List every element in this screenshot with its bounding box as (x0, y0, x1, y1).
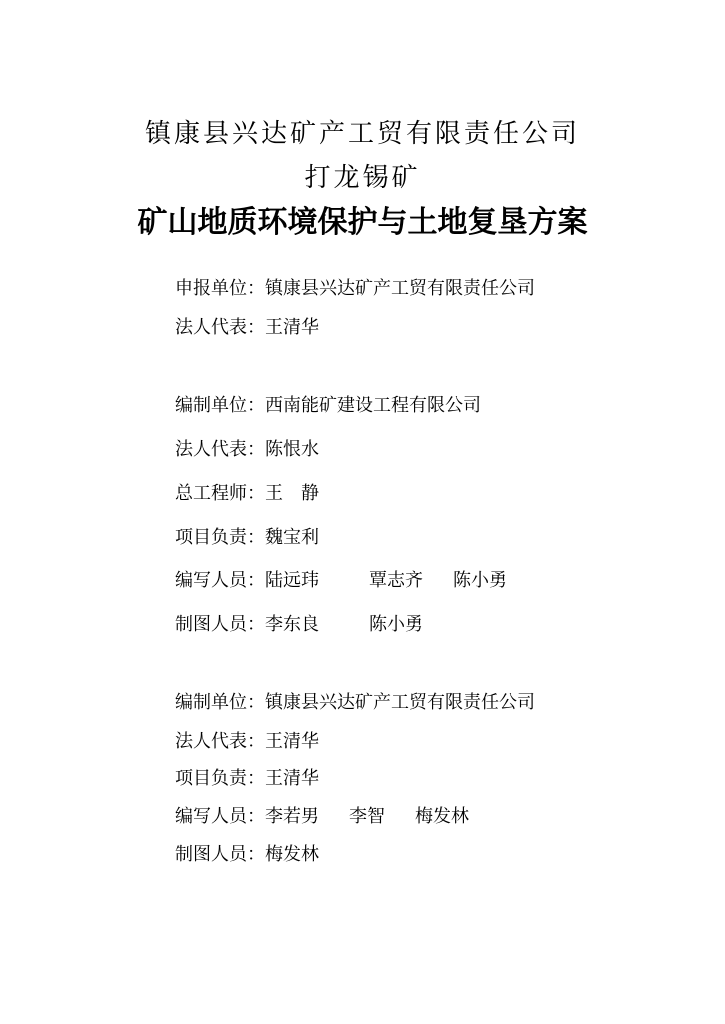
compiler2-lead-row (175, 766, 319, 792)
compiler1-rep-row (175, 437, 319, 463)
compiler1-unit-row (175, 393, 481, 419)
compiler2-unit-label: 编制单位： (175, 692, 265, 713)
compiler2-drafters-label: 制图人员： (175, 844, 265, 865)
compiler1-engineer-value-a: 王 (265, 483, 283, 504)
compiler1-writers-label: 编写人员： (175, 570, 265, 591)
applicant-rep-label: 法人代表： (175, 317, 265, 338)
compiler1-drafters-row (175, 612, 423, 638)
compiler2-writers-row (175, 804, 469, 830)
applicant-unit-value: 镇康县兴达矿产工贸有限责任公司 (265, 278, 535, 299)
applicant-unit-row (175, 276, 535, 302)
compiler1-unit-value: 西南能矿建设工程有限公司 (265, 395, 481, 416)
compiler1-lead-value: 魏宝利 (265, 527, 319, 548)
compiler2-writers-label: 编写人员： (175, 806, 265, 827)
company-title: 镇康县兴达矿产工贸有限责任公司 (144, 119, 580, 149)
compiler1-lead-label: 项目负责： (175, 527, 265, 548)
compiler1-writer-1: 陆远玮 (265, 570, 319, 591)
compiler1-writer-3: 陈小勇 (453, 570, 507, 591)
compiler2-rep-row (175, 729, 319, 755)
applicant-rep-row (175, 315, 319, 341)
compiler2-writer-1: 李若男 (265, 806, 319, 827)
mine-name: 打龙锡矿 (304, 163, 421, 193)
compiler1-engineer-value-b: 静 (301, 483, 319, 504)
compiler1-rep-value: 陈恨水 (265, 439, 319, 460)
compiler1-unit-label: 编制单位： (175, 395, 265, 416)
compiler1-rep-label: 法人代表： (175, 439, 265, 460)
applicant-rep-value: 王清华 (265, 317, 319, 338)
compiler1-engineer-row (175, 481, 319, 507)
compiler2-rep-label: 法人代表： (175, 731, 265, 752)
compiler1-writer-2: 覃志齐 (369, 570, 423, 591)
compiler2-rep-value: 王清华 (265, 731, 319, 752)
compiler1-writers-row (175, 568, 507, 594)
compiler2-writer-3: 梅发林 (415, 806, 469, 827)
compiler1-lead-row (175, 525, 319, 551)
compiler1-engineer-label: 总工程师： (175, 483, 265, 504)
compiler1-drafter-1: 李东良 (265, 614, 319, 635)
compiler1-drafters-label: 制图人员： (175, 614, 265, 635)
compiler2-drafter-1: 梅发林 (265, 844, 319, 865)
compiler1-drafter-2: 陈小勇 (369, 614, 423, 635)
compiler2-drafters-row (175, 842, 319, 868)
compiler2-unit-value: 镇康县兴达矿产工贸有限责任公司 (265, 692, 535, 713)
compiler2-unit-row (175, 690, 535, 716)
applicant-unit-label: 申报单位： (175, 278, 265, 299)
plan-title: 矿山地质环境保护与土地复垦方案 (137, 205, 588, 240)
compiler2-lead-value: 王清华 (265, 768, 319, 789)
compiler2-writer-2: 李智 (349, 806, 385, 827)
compiler2-lead-label: 项目负责： (175, 768, 265, 789)
